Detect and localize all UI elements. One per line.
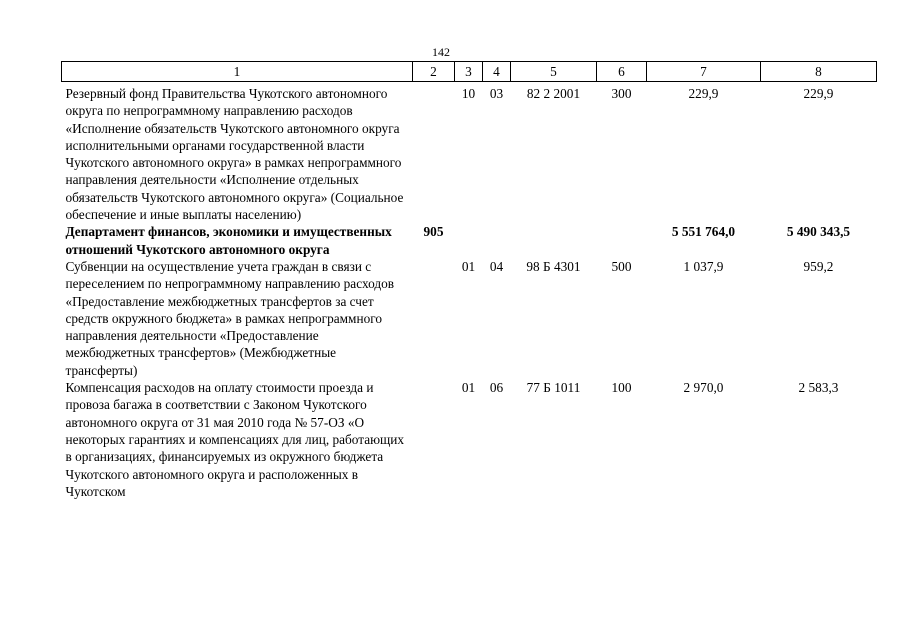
table-row: [62, 379, 877, 500]
column-header-1: 1: [62, 62, 413, 82]
column-header-2: 2: [413, 62, 455, 82]
row-subsection: 04: [489, 258, 504, 274]
row-amount-2: 2 583,3: [798, 380, 839, 396]
row-section: [455, 223, 483, 258]
row-code: [413, 82, 455, 224]
table-row: [62, 223, 877, 258]
row-code: [413, 258, 455, 379]
column-header-6: 6: [597, 62, 647, 82]
column-header-8: 8: [761, 62, 877, 82]
row-name: Департамент финансов, экономики и имущественных отношений Чукотского автономного округа: [65, 224, 392, 257]
row-expense-type: 500: [611, 258, 632, 274]
row-amount-1: 5 551 764,0: [671, 224, 736, 240]
row-name: Субвенции на осуществление учета граждан в связи с переселением по непрограммному направлению расходов «Предоставление межбюджетных трансфертов за счет средств окружного бюджета» в рамках непрограммного направления деятельности «Предоставление межбюджетных трансфертов» (Межбюджетные трансферты): [65, 258, 395, 378]
row-expense-type: 300: [611, 86, 632, 101]
row-amount-2: 229,9: [803, 86, 834, 101]
row-amount-1: 229,9: [688, 86, 719, 101]
row-subsection: [483, 223, 511, 258]
row-expense-type: [597, 223, 647, 258]
column-header-4: 4: [483, 62, 511, 82]
table-row: [62, 82, 877, 224]
row-amount-1: 2 970,0: [683, 380, 724, 396]
row-section: 01: [461, 380, 476, 396]
row-target-article: 77 Б 1011: [526, 380, 581, 396]
row-name: Компенсация расходов на оплату стоимости проезда и провоза багажа в соответствии с Законом Чукотского автономного округа от 31 мая 2010 года № 57-ОЗ «О некоторых гарантиях и компенсациях для лиц, работающих в организациях, финансируемых из окружного бюджета Чукотского автономного округа и расположенных в Чукотском: [65, 380, 405, 499]
table-row: [62, 258, 877, 379]
row-expense-type: 100: [611, 380, 632, 396]
row-amount-1: 1 037,9: [683, 258, 724, 274]
row-subsection: 06: [489, 380, 504, 396]
column-header-3: 3: [455, 62, 483, 82]
row-amount-2: 959,2: [803, 258, 834, 274]
budget-table: [61, 61, 877, 500]
row-amount-2: 5 490 343,5: [786, 224, 851, 240]
row-code: [413, 379, 455, 500]
column-header-5: 5: [511, 62, 597, 82]
row-subsection: 03: [489, 86, 504, 101]
row-name: Резервный фонд Правительства Чукотского автономного округа по непрограммному направлению расходов «Исполнение обязательств Чукотского автономного округа исполнительными органами государственной власти Чукотского автономного округа» в рамках непрограммного направления деятельности «Исполнение отдельных обязательств Чукотского автономного округа» (Социальное обеспечение и иные выплаты населению): [65, 86, 404, 223]
row-section: 01: [461, 258, 476, 274]
row-section: 10: [461, 86, 476, 101]
column-header-7: 7: [647, 62, 761, 82]
row-target-article: 98 Б 4301: [526, 258, 581, 274]
page-number: 142: [432, 45, 450, 59]
row-code: 905: [423, 224, 444, 240]
table-header-row: [62, 62, 877, 82]
row-target-article: [511, 223, 597, 258]
row-target-article: 82 2 2001: [526, 86, 581, 101]
